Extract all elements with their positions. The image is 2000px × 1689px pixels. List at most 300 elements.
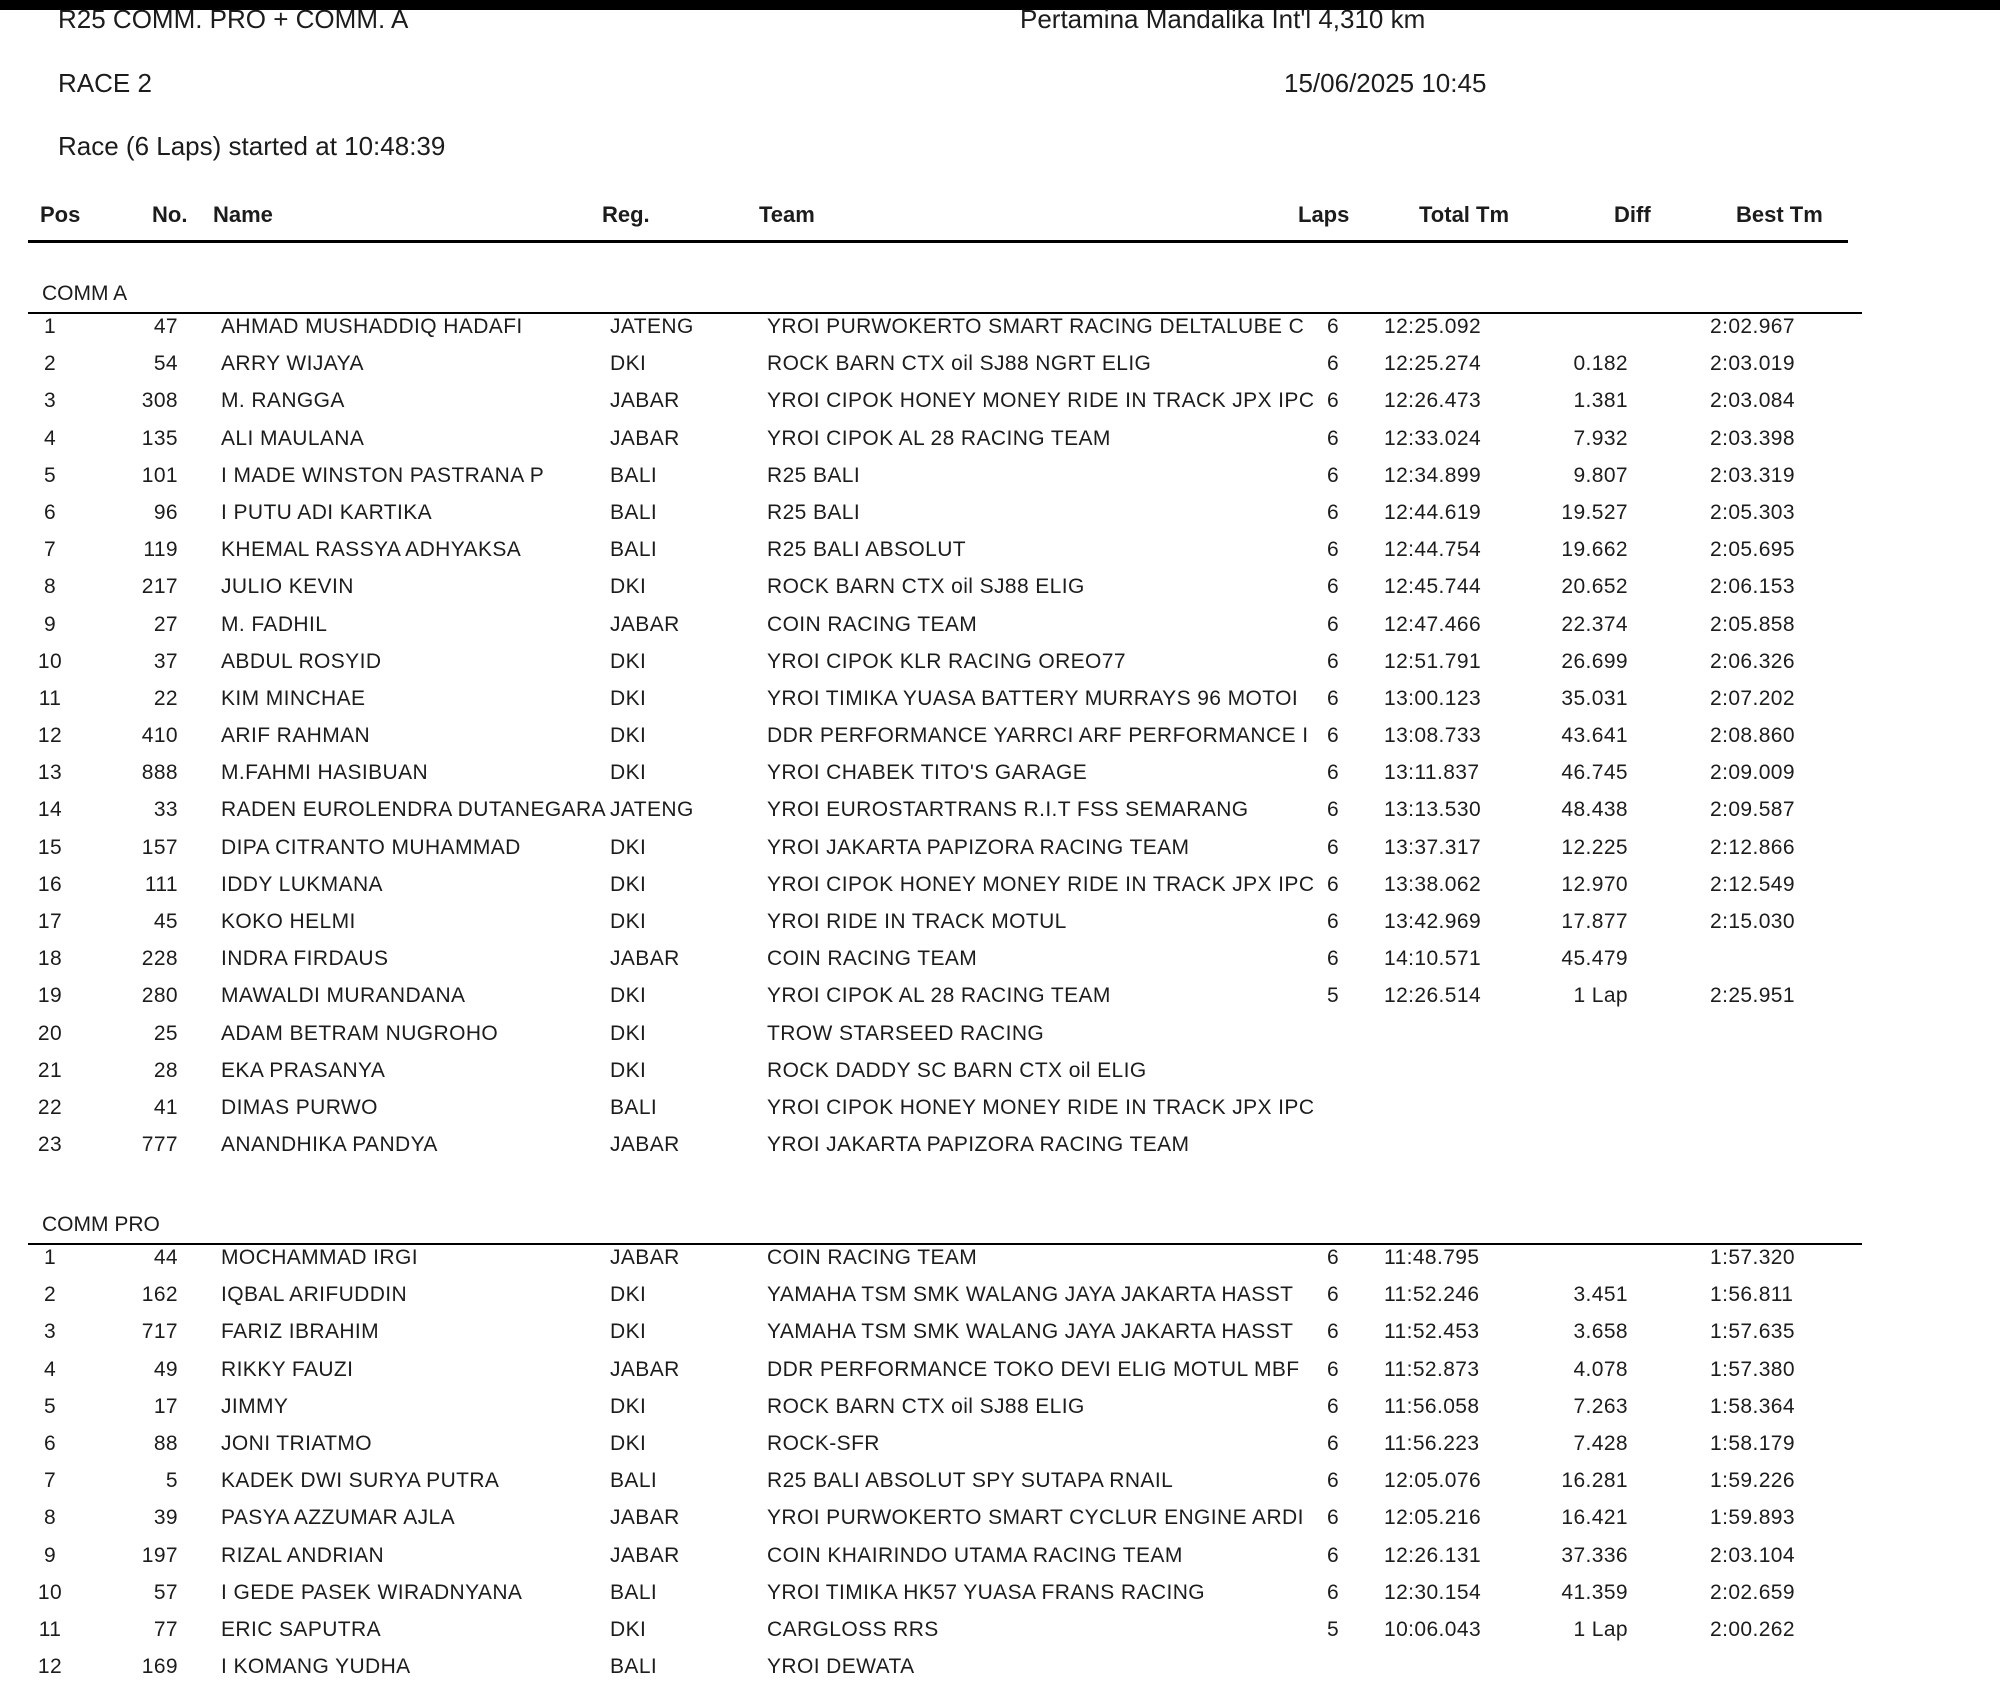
diff-cell: 1 Lap: [1573, 1617, 1628, 1641]
best-time-cell: 2:00.262: [1710, 1617, 1795, 1641]
table-row: [0, 312, 2000, 349]
diff-cell: 7.428: [1573, 1431, 1628, 1455]
number-cell: 101: [141, 463, 178, 487]
total-time-cell: 12:44.754: [1384, 538, 1482, 562]
diff-cell: 19.662: [1561, 538, 1628, 562]
best-time-cell: 1:57.320: [1710, 1246, 1795, 1269]
best-time-cell: 2:03.104: [1710, 1543, 1795, 1567]
best-time-cell: 2:03.398: [1710, 426, 1795, 450]
table-row: [0, 1130, 2000, 1167]
team-cell: YROI EUROSTARTRANS R.I.T FSS SEMARANG: [767, 798, 1249, 822]
number-cell: 27: [153, 612, 178, 636]
pos-cell: 10: [37, 1580, 63, 1604]
region-cell: DKI: [610, 1283, 647, 1307]
region-cell: JABAR: [610, 1357, 680, 1381]
team-cell: YROI CHABEK TITO'S GARAGE: [767, 761, 1088, 785]
total-time-cell: 12:33.024: [1384, 426, 1482, 450]
laps-cell: 6: [1326, 352, 1340, 376]
pos-cell: 22: [37, 1095, 63, 1119]
number-cell: 22: [153, 686, 178, 710]
number-cell: 44: [153, 1246, 178, 1269]
team-cell: YAMAHA TSM SMK WALANG JAYA JAKARTA HASST: [767, 1283, 1294, 1307]
column-header: [28, 200, 1848, 240]
pos-cell: 1: [43, 1246, 57, 1269]
best-time-cell: 2:15.030: [1710, 910, 1795, 933]
col-no: No.: [152, 202, 188, 227]
total-time-cell: 12:30.154: [1384, 1580, 1482, 1604]
team-cell: YROI CIPOK AL 28 RACING TEAM: [767, 984, 1111, 1008]
total-time-cell: 11:52.873: [1384, 1357, 1480, 1381]
diff-cell: 0.182: [1573, 352, 1628, 376]
laps-cell: 6: [1326, 1469, 1340, 1493]
best-time-cell: 2:05.858: [1710, 612, 1795, 636]
rider-name-cell: I KOMANG YUDHA: [221, 1655, 411, 1679]
pos-cell: 6: [43, 500, 57, 524]
rider-name-cell: M.FAHMI HASIBUAN: [221, 761, 429, 785]
diff-cell: 48.438: [1561, 798, 1628, 822]
laps-cell: 5: [1326, 984, 1340, 1008]
team-cell: YROI CIPOK HONEY MONEY RIDE IN TRACK JPX IPC: [767, 1095, 1315, 1119]
pos-cell: 21: [37, 1058, 63, 1082]
total-time-cell: 13:42.969: [1384, 910, 1482, 933]
pos-cell: 16: [37, 872, 63, 896]
table-row: [0, 1317, 2000, 1354]
table-row: [0, 795, 2000, 832]
table-row: [0, 1093, 2000, 1130]
col-reg: Reg.: [602, 202, 650, 227]
col-laps: Laps: [1298, 202, 1350, 227]
pos-cell: 18: [37, 947, 63, 971]
region-cell: DKI: [610, 872, 647, 896]
table-row: [0, 721, 2000, 758]
table-row: [0, 1429, 2000, 1466]
best-time-cell: 1:59.893: [1710, 1506, 1795, 1530]
rider-name-cell: ANANDHIKA PANDYA: [221, 1133, 438, 1157]
best-time-cell: 2:09.587: [1710, 798, 1795, 822]
results-table: [0, 312, 2000, 1167]
team-cell: DDR PERFORMANCE YARRCI ARF PERFORMANCE I: [767, 724, 1309, 748]
total-time-cell: 13:13.530: [1384, 798, 1482, 822]
laps-cell: 6: [1326, 835, 1340, 859]
region-cell: DKI: [610, 835, 647, 859]
team-cell: COIN RACING TEAM: [767, 947, 978, 971]
rider-name-cell: RIKKY FAUZI: [221, 1357, 354, 1381]
number-cell: 162: [141, 1283, 178, 1307]
diff-cell: 3.658: [1573, 1320, 1628, 1344]
table-row: [0, 870, 2000, 907]
number-cell: 5: [165, 1469, 178, 1493]
pos-cell: 7: [43, 1469, 57, 1493]
col-total-time: Total Tm: [1419, 202, 1510, 227]
pos-cell: 2: [43, 352, 57, 376]
laps-cell: 6: [1326, 947, 1340, 971]
pos-cell: 9: [43, 612, 57, 636]
number-cell: 17: [153, 1394, 178, 1418]
region-cell: JABAR: [610, 1246, 680, 1269]
diff-cell: 41.359: [1561, 1580, 1628, 1604]
rider-name-cell: AHMAD MUSHADDIQ HADAFI: [221, 315, 523, 338]
best-time-cell: 2:08.860: [1710, 724, 1795, 748]
region-cell: DKI: [610, 649, 647, 673]
best-time-cell: 2:03.319: [1710, 463, 1795, 487]
best-time-cell: 2:12.549: [1710, 872, 1795, 896]
session-name: RACE 2: [58, 68, 152, 98]
laps-cell: 6: [1326, 1246, 1340, 1269]
team-cell: YROI JAKARTA PAPIZORA RACING TEAM: [767, 1133, 1190, 1157]
laps-cell: 6: [1326, 1580, 1340, 1604]
rider-name-cell: INDRA FIRDAUS: [221, 947, 389, 971]
rider-name-cell: IQBAL ARIFUDDIN: [221, 1283, 408, 1307]
rider-name-cell: I GEDE PASEK WIRADNYANA: [221, 1580, 523, 1604]
pos-cell: 2: [43, 1283, 57, 1307]
total-time-cell: 13:38.062: [1384, 872, 1482, 896]
pos-cell: 11: [38, 1617, 62, 1641]
table-row: [0, 424, 2000, 461]
best-time-cell: 2:25.951: [1710, 984, 1795, 1008]
laps-cell: 6: [1326, 1506, 1340, 1530]
rider-name-cell: KHEMAL RASSYA ADHYAKSA: [221, 538, 522, 562]
number-cell: 28: [153, 1058, 178, 1082]
region-cell: DKI: [610, 984, 647, 1008]
table-row: [0, 1541, 2000, 1578]
table-row: [0, 647, 2000, 684]
table-row: [0, 1503, 2000, 1540]
best-time-cell: 2:03.084: [1710, 389, 1795, 413]
team-cell: TROW STARSEED RACING: [767, 1021, 1045, 1045]
total-time-cell: 14:10.571: [1384, 947, 1482, 971]
table-row: [0, 684, 2000, 721]
pos-cell: 8: [43, 575, 57, 599]
number-cell: 88: [153, 1431, 178, 1455]
rider-name-cell: MAWALDI MURANDANA: [221, 984, 466, 1008]
number-cell: 45: [153, 910, 178, 933]
number-cell: 47: [153, 315, 178, 338]
section-title: COMM A: [42, 282, 128, 305]
region-cell: JABAR: [610, 1543, 680, 1567]
region-cell: DKI: [610, 686, 647, 710]
pos-cell: 4: [43, 1357, 57, 1381]
diff-cell: 22.374: [1561, 612, 1628, 636]
table-row: [0, 610, 2000, 647]
best-time-cell: 2:09.009: [1710, 761, 1795, 785]
number-cell: 96: [153, 500, 178, 524]
col-diff: Diff: [1614, 202, 1651, 227]
table-row: [0, 944, 2000, 981]
number-cell: 25: [153, 1021, 178, 1045]
rider-name-cell: M. FADHIL: [221, 612, 328, 636]
team-cell: YROI PURWOKERTO SMART CYCLUR ENGINE ARDI: [767, 1506, 1304, 1530]
region-cell: DKI: [610, 724, 647, 748]
total-time-cell: 11:52.453: [1384, 1320, 1480, 1344]
region-cell: DKI: [610, 910, 647, 933]
number-cell: 217: [141, 575, 178, 599]
total-time-cell: 11:48.795: [1384, 1246, 1480, 1269]
laps-cell: 6: [1326, 315, 1340, 338]
total-time-cell: 12:47.466: [1384, 612, 1482, 636]
pos-cell: 7: [43, 538, 57, 562]
rider-name-cell: ARRY WIJAYA: [221, 352, 364, 376]
diff-cell: 9.807: [1573, 463, 1628, 487]
rider-name-cell: M. RANGGA: [221, 389, 345, 413]
diff-cell: 20.652: [1561, 575, 1628, 599]
laps-cell: 6: [1326, 1320, 1340, 1344]
diff-cell: 12.225: [1561, 835, 1628, 859]
number-cell: 41: [153, 1095, 178, 1119]
total-time-cell: 13:37.317: [1384, 835, 1482, 859]
region-cell: DKI: [610, 352, 647, 376]
region-cell: BALI: [610, 1580, 658, 1604]
diff-cell: 1 Lap: [1573, 984, 1628, 1008]
pos-cell: 4: [43, 426, 57, 450]
pos-cell: 5: [43, 1394, 57, 1418]
team-cell: R25 BALI: [767, 500, 861, 524]
table-row: [0, 535, 2000, 572]
pos-cell: 23: [37, 1133, 63, 1157]
pos-cell: 19: [37, 984, 63, 1008]
team-cell: YROI CIPOK KLR RACING OREO77: [767, 649, 1126, 673]
number-cell: 54: [153, 352, 178, 376]
race-start-info: Race (6 Laps) started at 10:48:39: [58, 131, 446, 161]
table-row: [0, 386, 2000, 423]
region-cell: DKI: [610, 1431, 647, 1455]
diff-cell: 35.031: [1561, 686, 1628, 710]
region-cell: JATENG: [610, 315, 694, 338]
team-cell: COIN RACING TEAM: [767, 1246, 978, 1269]
table-row: [0, 907, 2000, 944]
best-time-cell: 1:58.364: [1710, 1394, 1795, 1418]
region-cell: DKI: [610, 1058, 647, 1082]
total-time-cell: 12:44.619: [1384, 500, 1482, 524]
pos-cell: 12: [37, 1655, 63, 1679]
diff-cell: 26.699: [1561, 649, 1628, 673]
diff-cell: 4.078: [1573, 1357, 1628, 1381]
laps-cell: 6: [1326, 612, 1340, 636]
best-time-cell: 1:59.226: [1710, 1469, 1795, 1493]
laps-cell: 6: [1326, 724, 1340, 748]
rider-name-cell: MOCHAMMAD IRGI: [221, 1246, 418, 1269]
table-row: [0, 1392, 2000, 1429]
total-time-cell: 11:52.246: [1384, 1283, 1480, 1307]
pos-cell: 5: [43, 463, 57, 487]
rider-name-cell: DIPA CITRANTO MUHAMMAD: [221, 835, 521, 859]
rider-name-cell: ARIF RAHMAN: [221, 724, 371, 748]
region-cell: BALI: [610, 1469, 658, 1493]
region-cell: DKI: [610, 1617, 647, 1641]
laps-cell: 6: [1326, 1283, 1340, 1307]
number-cell: 888: [141, 761, 178, 785]
laps-cell: 6: [1326, 1394, 1340, 1418]
number-cell: 57: [153, 1580, 178, 1604]
best-time-cell: 1:58.179: [1710, 1431, 1795, 1455]
pos-cell: 3: [43, 1320, 57, 1344]
diff-cell: 37.336: [1561, 1543, 1628, 1567]
section-title: COMM PRO: [42, 1213, 160, 1236]
diff-cell: 3.451: [1573, 1283, 1628, 1307]
region-cell: JABAR: [610, 389, 680, 413]
laps-cell: 6: [1326, 910, 1340, 933]
pos-cell: 17: [37, 910, 63, 933]
number-cell: 308: [141, 389, 178, 413]
number-cell: 49: [153, 1357, 178, 1381]
table-row: [0, 1615, 2000, 1652]
rider-name-cell: I PUTU ADI KARTIKA: [221, 500, 433, 524]
laps-cell: 6: [1326, 872, 1340, 896]
laps-cell: 6: [1326, 1357, 1340, 1381]
diff-cell: 45.479: [1561, 947, 1628, 971]
table-row: [0, 758, 2000, 795]
rider-name-cell: KIM MINCHAE: [221, 686, 366, 710]
total-time-cell: 12:34.899: [1384, 463, 1482, 487]
laps-cell: 6: [1326, 798, 1340, 822]
number-cell: 280: [141, 984, 178, 1008]
region-cell: BALI: [610, 1095, 658, 1119]
team-cell: ROCK BARN CTX oil SJ88 NGRT ELIG: [767, 352, 1152, 376]
pos-cell: 13: [37, 761, 63, 785]
total-time-cell: 11:56.223: [1384, 1431, 1480, 1455]
rider-name-cell: PASYA AZZUMAR AJLA: [221, 1506, 455, 1530]
team-cell: YAMAHA TSM SMK WALANG JAYA JAKARTA HASST: [767, 1320, 1294, 1344]
results-table: [0, 1243, 2000, 1689]
team-cell: CARGLOSS RRS: [767, 1617, 939, 1641]
col-best-time: Best Tm: [1736, 202, 1823, 227]
table-row: [0, 1019, 2000, 1056]
diff-cell: 46.745: [1561, 761, 1628, 785]
team-cell: ROCK DADDY SC BARN CTX oil ELIG: [767, 1058, 1147, 1082]
rider-name-cell: JONI TRIATMO: [221, 1431, 373, 1455]
total-time-cell: 13:00.123: [1384, 686, 1482, 710]
team-cell: COIN RACING TEAM: [767, 612, 978, 636]
table-row: [0, 981, 2000, 1018]
total-time-cell: 12:05.076: [1384, 1469, 1482, 1493]
diff-cell: 19.527: [1561, 500, 1628, 524]
number-cell: 717: [141, 1320, 178, 1344]
team-cell: DDR PERFORMANCE TOKO DEVI ELIG MOTUL MBF: [767, 1357, 1300, 1381]
laps-cell: 6: [1326, 500, 1340, 524]
diff-cell: 7.932: [1573, 426, 1628, 450]
diff-cell: 43.641: [1561, 724, 1628, 748]
rider-name-cell: IDDY LUKMANA: [221, 872, 383, 896]
pos-cell: 3: [43, 389, 57, 413]
number-cell: 197: [141, 1543, 178, 1567]
laps-cell: 6: [1326, 649, 1340, 673]
laps-cell: 5: [1326, 1617, 1340, 1641]
best-time-cell: 2:02.967: [1710, 315, 1795, 338]
team-cell: COIN KHAIRINDO UTAMA RACING TEAM: [767, 1543, 1183, 1567]
best-time-cell: 2:12.866: [1710, 835, 1795, 859]
rider-name-cell: DIMAS PURWO: [221, 1095, 378, 1119]
number-cell: 410: [141, 724, 178, 748]
team-cell: YROI RIDE IN TRACK MOTUL: [767, 910, 1067, 933]
region-cell: JABAR: [610, 426, 680, 450]
total-time-cell: 12:05.216: [1384, 1506, 1482, 1530]
rider-name-cell: I MADE WINSTON PASTRANA P: [221, 463, 545, 487]
session-datetime: 15/06/2025 10:45: [1284, 68, 1487, 98]
region-cell: BALI: [610, 538, 658, 562]
region-cell: BALI: [610, 463, 658, 487]
best-time-cell: 2:05.303: [1710, 500, 1795, 524]
team-cell: R25 BALI ABSOLUT: [767, 538, 966, 562]
pos-cell: 6: [43, 1431, 57, 1455]
laps-cell: 6: [1326, 463, 1340, 487]
team-cell: ROCK-SFR: [767, 1431, 880, 1455]
table-row: [0, 1280, 2000, 1317]
team-cell: YROI PURWOKERTO SMART RACING DELTALUBE C: [767, 315, 1305, 338]
region-cell: DKI: [610, 575, 647, 599]
rider-name-cell: ERIC SAPUTRA: [221, 1617, 381, 1641]
total-time-cell: 12:26.514: [1384, 984, 1482, 1008]
laps-cell: 6: [1326, 389, 1340, 413]
best-time-cell: 2:06.326: [1710, 649, 1795, 673]
rider-name-cell: EKA PRASANYA: [221, 1058, 386, 1082]
team-cell: YROI CIPOK AL 28 RACING TEAM: [767, 426, 1111, 450]
rider-name-cell: JIMMY: [221, 1394, 289, 1418]
pos-cell: 20: [37, 1021, 63, 1045]
team-cell: YROI TIMIKA HK57 YUASA FRANS RACING: [767, 1580, 1206, 1604]
diff-cell: 7.263: [1573, 1394, 1628, 1418]
number-cell: 77: [153, 1617, 178, 1641]
team-cell: ROCK BARN CTX oil SJ88 ELIG: [767, 1394, 1085, 1418]
table-row: [0, 833, 2000, 870]
team-cell: YROI CIPOK HONEY MONEY RIDE IN TRACK JPX IPC: [767, 872, 1315, 896]
pos-cell: 8: [43, 1506, 57, 1530]
number-cell: 157: [141, 835, 178, 859]
rider-name-cell: RIZAL ANDRIAN: [221, 1543, 385, 1567]
header-rule: [28, 240, 1848, 243]
number-cell: 135: [141, 426, 178, 450]
number-cell: 111: [144, 872, 178, 896]
total-time-cell: 10:06.043: [1384, 1617, 1482, 1641]
best-time-cell: 1:57.380: [1710, 1357, 1795, 1381]
region-cell: BALI: [610, 500, 658, 524]
circuit-name: Pertamina Mandalika Int'l 4,310 km: [1020, 4, 1426, 34]
region-cell: BALI: [610, 1655, 658, 1679]
region-cell: JABAR: [610, 612, 680, 636]
table-row: [0, 1243, 2000, 1280]
laps-cell: 6: [1326, 538, 1340, 562]
diff-cell: 1.381: [1573, 389, 1628, 413]
best-time-cell: 2:02.659: [1710, 1580, 1795, 1604]
region-cell: JABAR: [610, 1506, 680, 1530]
region-cell: DKI: [610, 1394, 647, 1418]
total-time-cell: 11:56.058: [1384, 1394, 1480, 1418]
total-time-cell: 12:45.744: [1384, 575, 1482, 599]
laps-cell: 6: [1326, 1431, 1340, 1455]
region-cell: JATENG: [610, 798, 694, 822]
number-cell: 37: [153, 649, 178, 673]
table-row: [0, 1056, 2000, 1093]
best-time-cell: 2:06.153: [1710, 575, 1795, 599]
table-row: [0, 349, 2000, 386]
best-time-cell: 2:05.695: [1710, 538, 1795, 562]
number-cell: 39: [153, 1506, 178, 1530]
rider-name-cell: ADAM BETRAM NUGROHO: [221, 1021, 499, 1045]
pos-cell: 10: [37, 649, 63, 673]
table-row: [0, 461, 2000, 498]
number-cell: 777: [141, 1133, 178, 1157]
pos-cell: 12: [37, 724, 63, 748]
pos-cell: 11: [38, 686, 62, 710]
team-cell: R25 BALI: [767, 463, 861, 487]
table-row: [0, 572, 2000, 609]
pos-cell: 1: [43, 315, 57, 338]
number-cell: 33: [153, 798, 178, 822]
event-title: R25 COMM. PRO + COMM. A: [58, 4, 409, 34]
table-row: [0, 1466, 2000, 1503]
diff-cell: 17.877: [1561, 910, 1628, 933]
best-time-cell: 2:07.202: [1710, 686, 1795, 710]
team-cell: YROI TIMIKA YUASA BATTERY MURRAYS 96 MOTOI: [767, 686, 1299, 710]
table-row: [0, 1355, 2000, 1392]
